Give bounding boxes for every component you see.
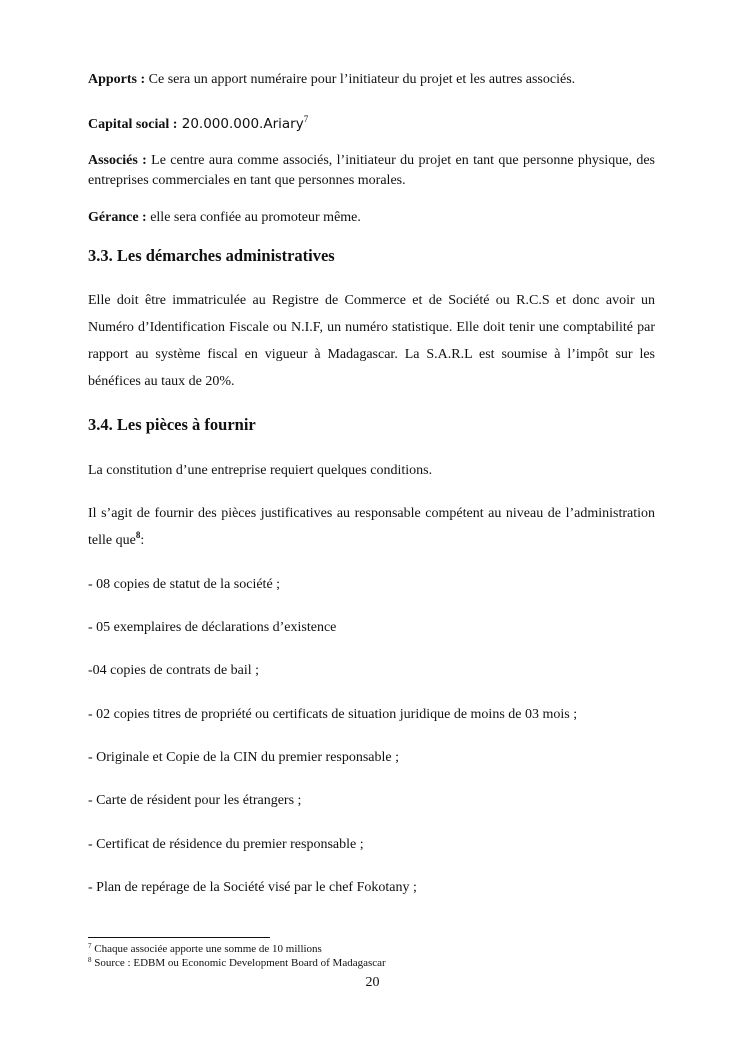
footnote-divider bbox=[88, 937, 270, 938]
footnote-text: Source : EDBM ou Economic Development Board of Madagascar bbox=[94, 957, 386, 969]
list-item: - Plan de repérage de la Société visé par le chef Fokotany ; bbox=[88, 880, 417, 895]
section-3-4-intro: La constitution d’une entreprise requiert quelques conditions. bbox=[88, 463, 433, 478]
section-heading-3-4: 3.4. Les pièces à fournir bbox=[88, 415, 256, 434]
footnote-ref-8: 8 bbox=[135, 530, 141, 540]
apports-paragraph bbox=[88, 70, 655, 90]
list-item: -04 copies de contrats de bail ; bbox=[88, 663, 260, 678]
footnote-number: 8 bbox=[88, 956, 92, 964]
gerance-label: Gérance : bbox=[88, 210, 147, 225]
capital-value: 20.000.000.Ariary bbox=[177, 116, 304, 132]
associes-text: Le centre aura comme associés, l’initiateur du projet en tant que personne physique, des entreprises commerciales en tant que personnes morales. bbox=[88, 153, 655, 188]
section-3-3-text: Elle doit être immatriculée au Registre de Commerce et de Société ou R.C.S et donc avoir un Numéro d’Identification Fiscale ou N.I.F, un numéro statistique. Elle doit tenir une comptabilité par rapport au système fiscal en vigueur à Madagascar. La S.A.R.L est soumise à l’impôt sur les bénéfices au taux de 20%. bbox=[88, 293, 655, 389]
footnote bbox=[88, 957, 386, 970]
list-item: - 08 copies de statut de la société ; bbox=[88, 577, 281, 592]
list-item: - Carte de résident pour les étrangers ; bbox=[88, 793, 302, 808]
associes-label: Associés : bbox=[88, 153, 147, 168]
lead-colon: : bbox=[140, 533, 145, 548]
list-item: - Originale et Copie de la CIN du premier responsable ; bbox=[88, 750, 400, 765]
gerance-paragraph bbox=[88, 208, 655, 228]
section-3-4-lead bbox=[88, 500, 655, 554]
section-heading-3-3: 3.3. Les démarches administratives bbox=[88, 246, 335, 265]
list-item: - 05 exemplaires de déclarations d’existence bbox=[88, 620, 337, 635]
footnote-text: Chaque associée apporte une somme de 10 millions bbox=[94, 943, 322, 955]
capital-paragraph bbox=[88, 114, 655, 135]
lead-text: Il s’agit de fournir des pièces justificatives au responsable compétent au niveau de l’administration telle que bbox=[88, 506, 655, 548]
list-item: - Certificat de résidence du premier responsable ; bbox=[88, 837, 364, 852]
footnote bbox=[88, 943, 322, 956]
page-number: 20 bbox=[365, 975, 380, 990]
gerance-text: elle sera confiée au promoteur même. bbox=[146, 210, 361, 225]
footnote-number: 7 bbox=[88, 942, 92, 950]
apports-label: Apports : bbox=[88, 72, 146, 87]
footnote-ref-7: 7 bbox=[303, 114, 309, 124]
capital-label: Capital social : bbox=[88, 117, 178, 132]
list-item: - 02 copies titres de propriété ou certificats de situation juridique de moins de 03 mois ; bbox=[88, 707, 578, 722]
apports-text: Ce sera un apport numéraire pour l’initiateur du projet et les autres associés. bbox=[145, 72, 576, 87]
associes-paragraph bbox=[88, 151, 655, 191]
